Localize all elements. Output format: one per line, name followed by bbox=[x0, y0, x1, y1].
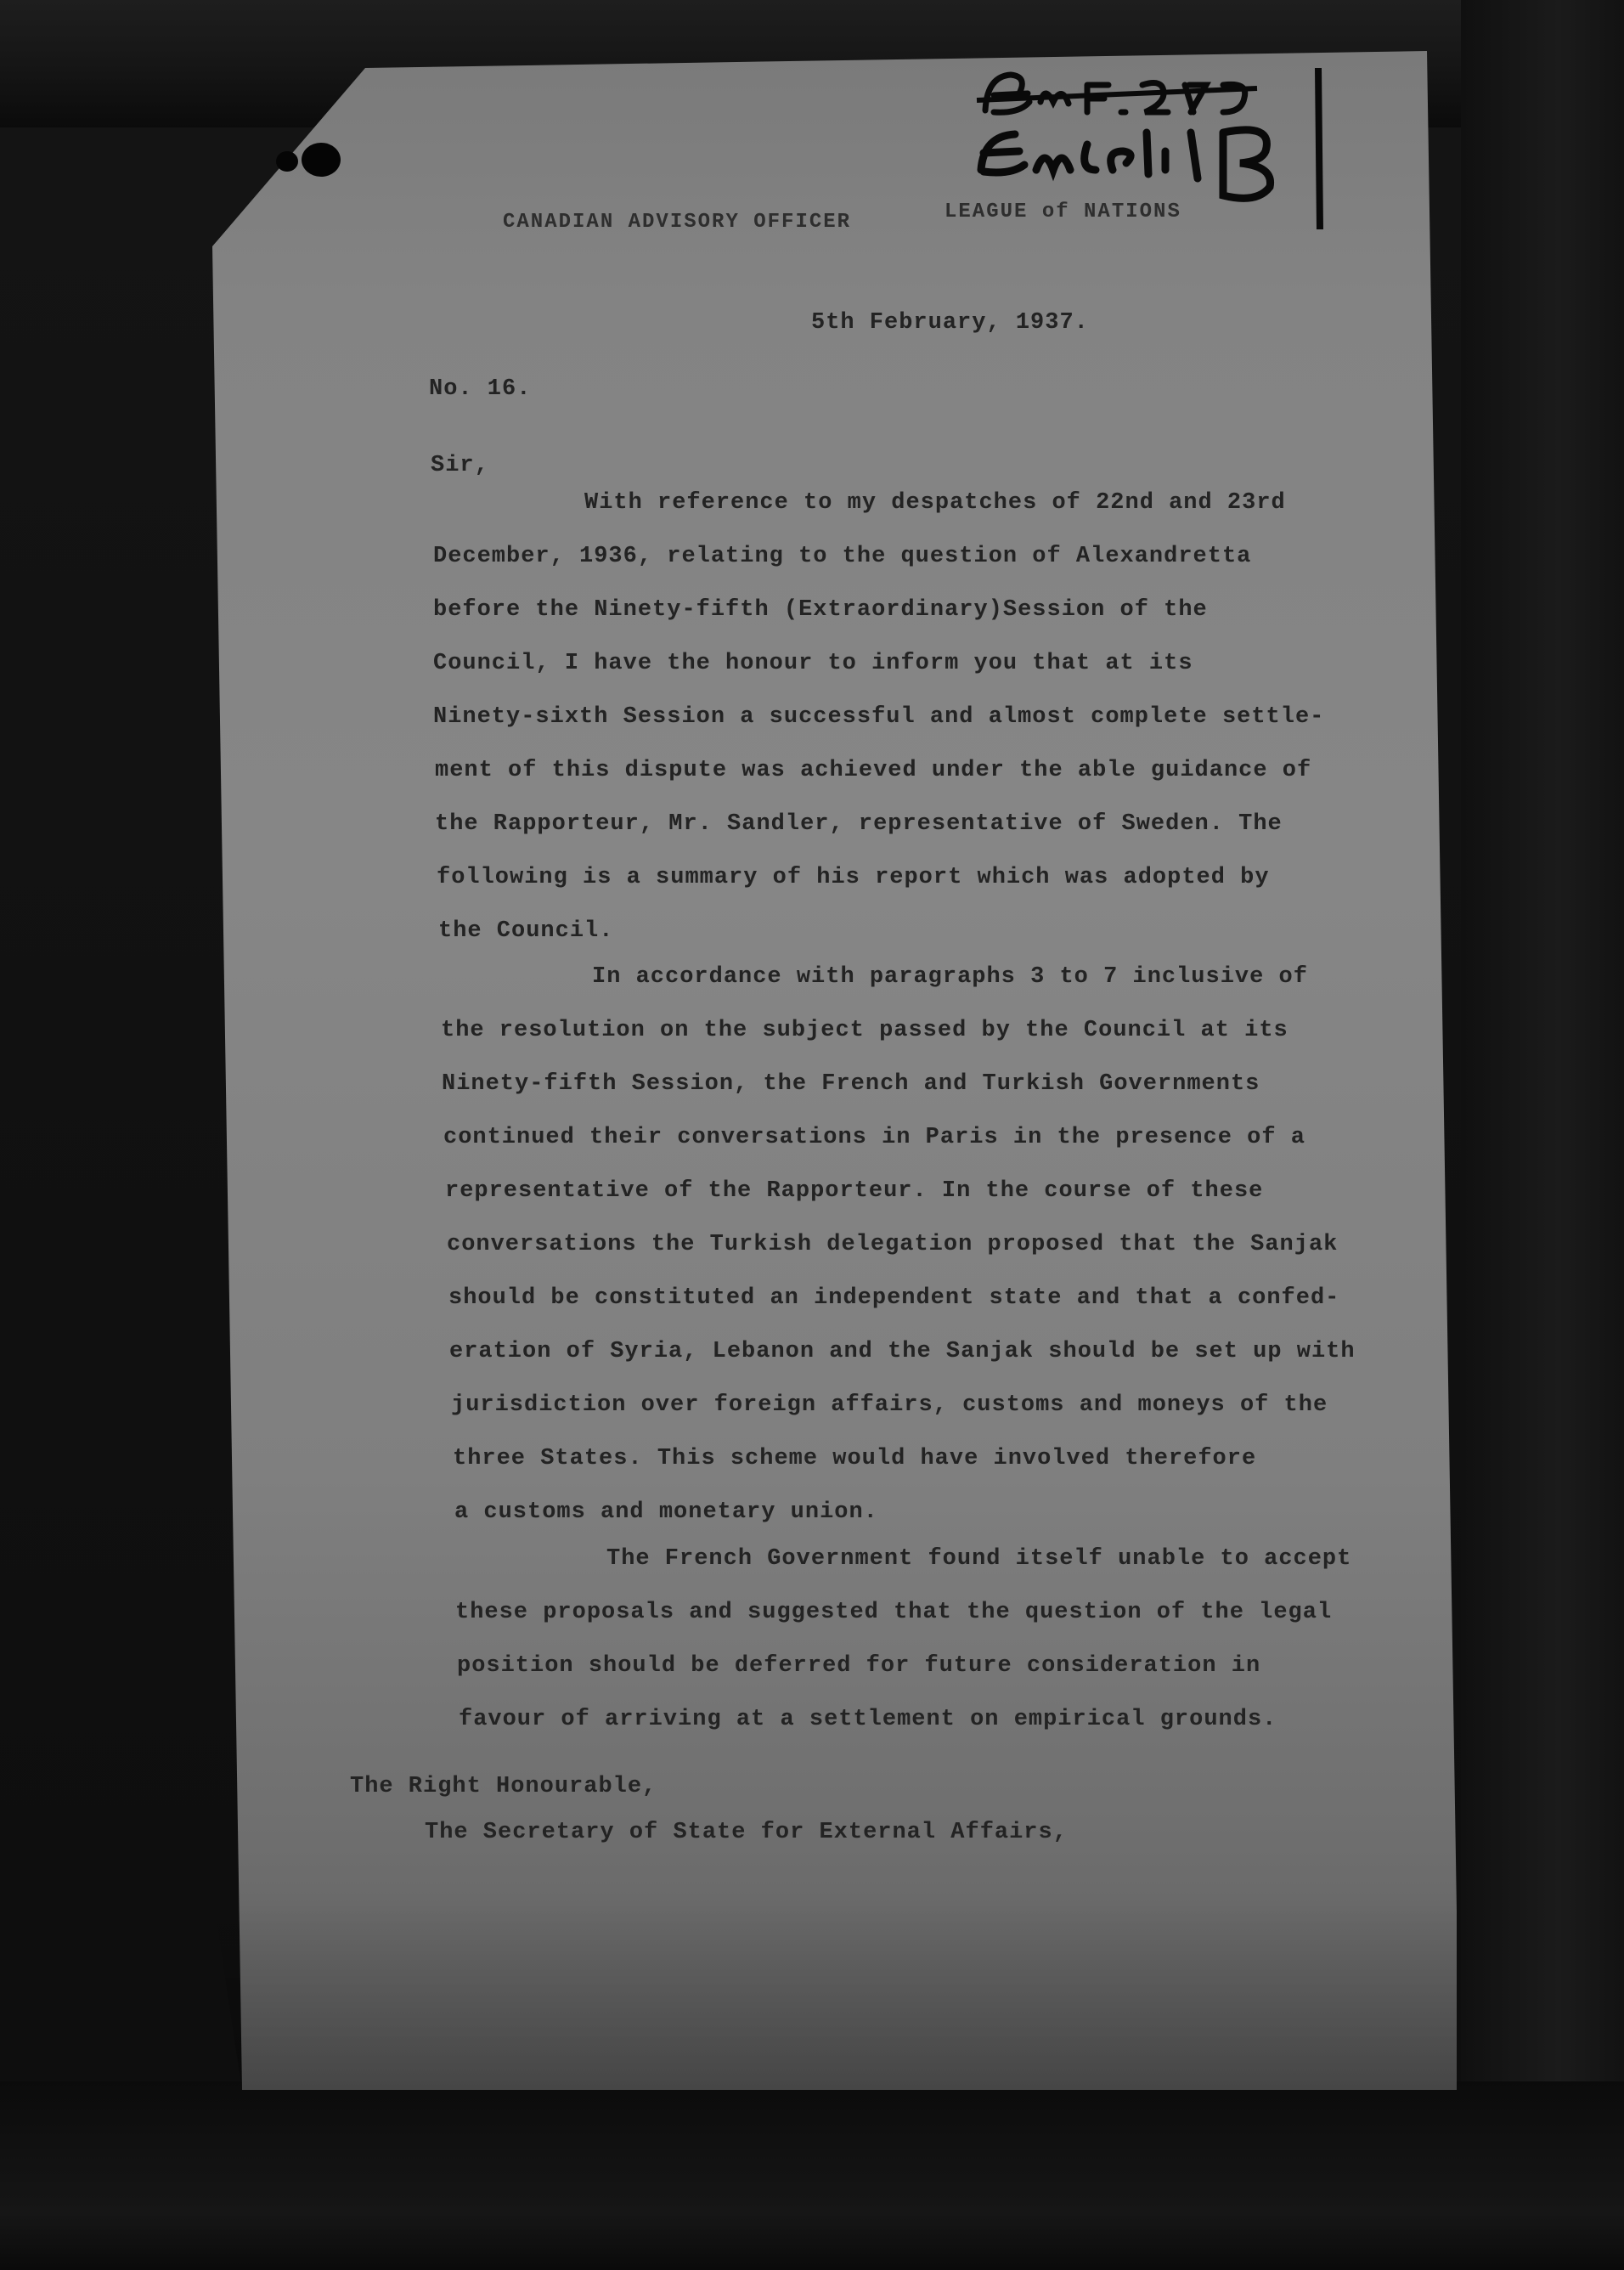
film-right-band bbox=[1461, 0, 1624, 2270]
body-line: before the Ninety-fifth (Extraordinary)Session of the bbox=[433, 597, 1208, 623]
body-line: Ninety-sixth Session a successful and almost complete settle- bbox=[433, 704, 1325, 730]
letterhead-office: CANADIAN ADVISORY OFFICER bbox=[503, 211, 852, 234]
salutation: Sir, bbox=[431, 453, 489, 478]
body-line: With reference to my despatches of 22nd and 23rd bbox=[584, 490, 1286, 516]
body-line: a customs and monetary union. bbox=[454, 1499, 878, 1525]
letterhead-organization: LEAGUE of NATIONS bbox=[945, 200, 1181, 223]
body-line: should be constituted an independent state and that a confed- bbox=[448, 1285, 1340, 1311]
body-line: following is a summary of his report which was adopted by bbox=[437, 865, 1270, 890]
body-line: December, 1936, relating to the question of Alexandretta bbox=[433, 544, 1252, 569]
film-bottom-band bbox=[0, 2081, 1624, 2270]
body-line: representative of the Rapporteur. In the course of these bbox=[445, 1178, 1264, 1204]
addressee-line-2: The Secretary of State for External Affairs, bbox=[425, 1820, 1068, 1845]
despatch-number: No. 16. bbox=[429, 376, 532, 402]
body-line: jurisdiction over foreign affairs, customs and moneys of the bbox=[451, 1392, 1328, 1418]
punch-hole bbox=[276, 151, 298, 172]
body-line: favour of arriving at a settlement on empirical grounds. bbox=[459, 1707, 1277, 1732]
body-line: the Rapporteur, Mr. Sandler, representative of Sweden. The bbox=[435, 811, 1283, 837]
addressee-line-1: The Right Honourable, bbox=[350, 1774, 657, 1799]
body-line: Ninety-fifth Session, the French and Turkish Governments bbox=[442, 1071, 1260, 1097]
body-line: the Council. bbox=[438, 918, 614, 944]
punch-hole bbox=[302, 143, 341, 177]
body-line: eration of Syria, Lebanon and the Sanjak should be set up with bbox=[449, 1339, 1356, 1364]
page-bottom-shadow bbox=[212, 1894, 1457, 2090]
body-line: the resolution on the subject passed by the Council at its bbox=[441, 1018, 1288, 1043]
body-line: position should be deferred for future consideration in bbox=[457, 1653, 1261, 1679]
body-line: Council, I have the honour to inform you that at its bbox=[433, 651, 1193, 676]
body-line: The French Government found itself unable to accept bbox=[606, 1546, 1352, 1572]
body-line: these proposals and suggested that the question of the legal bbox=[455, 1600, 1333, 1625]
body-line: three States. This scheme would have involved therefore bbox=[453, 1446, 1257, 1471]
body-line: continued their conversations in Paris in the presence of a bbox=[443, 1125, 1305, 1150]
body-line: ment of this dispute was achieved under the able guidance of bbox=[435, 758, 1312, 783]
body-line: In accordance with paragraphs 3 to 7 inclusive of bbox=[592, 964, 1308, 990]
body-line: conversations the Turkish delegation proposed that the Sanjak bbox=[447, 1232, 1339, 1257]
letter-date: 5th February, 1937. bbox=[811, 310, 1089, 336]
